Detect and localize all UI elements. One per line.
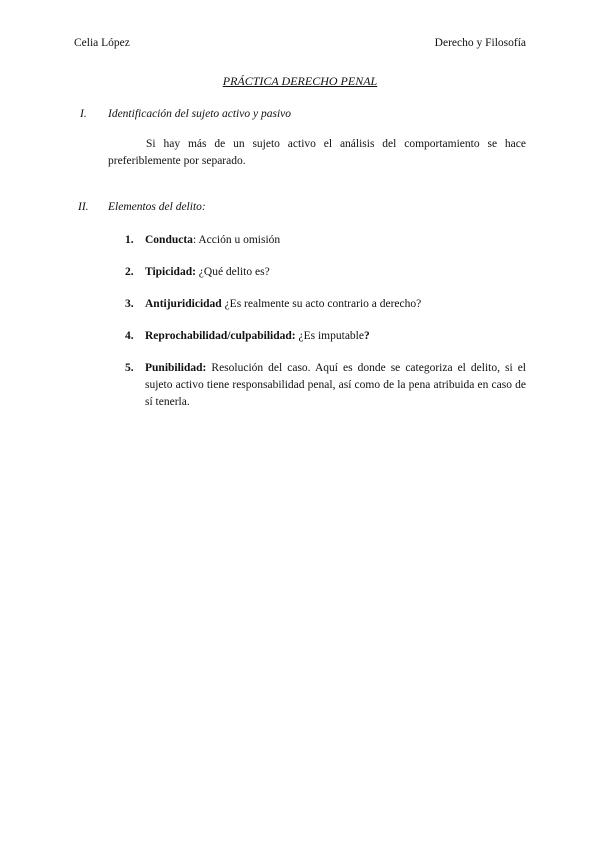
item-separator: :	[192, 234, 197, 246]
list-item	[125, 264, 526, 281]
item-number: 1.	[125, 234, 134, 246]
item-term: Reprochabilidad/culpabilidad:	[145, 330, 296, 342]
item-term: Antijuridicidad	[145, 298, 222, 310]
list-item	[125, 296, 526, 313]
elements-list	[125, 232, 526, 426]
section-title-2: Elementos del delito:	[108, 201, 206, 213]
item-text: Acción u omisión	[196, 234, 281, 246]
item-term: Tipicidad:	[145, 266, 196, 278]
item-text: ¿Qué delito es?	[195, 266, 270, 278]
header-author: Celia López	[74, 37, 130, 49]
section-number-2: II.	[78, 201, 89, 213]
list-item	[125, 328, 526, 345]
page-title: PRÁCTICA DERECHO PENAL	[222, 74, 378, 88]
item-text: ¿Es realmente su acto contrario a derecho?	[221, 298, 422, 310]
item-term: Punibilidad:	[145, 362, 207, 374]
item-number: 2.	[125, 266, 134, 278]
item-text: ¿Es imputable	[295, 330, 364, 342]
item-number: 5.	[125, 362, 134, 374]
list-item	[125, 360, 526, 411]
item-term: Conducta	[145, 234, 193, 246]
item-text: Resolución del caso. Aquí es donde se categoriza el delito, si el sujeto activo tiene responsabilidad penal, así como de la pena atribuida en caso de sí tenerla.	[145, 362, 526, 408]
header-subject: Derecho y Filosofía	[434, 37, 526, 49]
section-number-1: I.	[80, 108, 87, 120]
section-title-1: Identificación del sujeto activo y pasivo	[108, 108, 291, 120]
section-1-paragraph: Si hay más de un sujeto activo el análisis del comportamiento se hace preferiblemente por separado.	[108, 138, 526, 167]
item-number: 4.	[125, 330, 134, 342]
item-tail: ?	[363, 330, 370, 342]
item-number: 3.	[125, 298, 134, 310]
list-item	[125, 232, 526, 249]
